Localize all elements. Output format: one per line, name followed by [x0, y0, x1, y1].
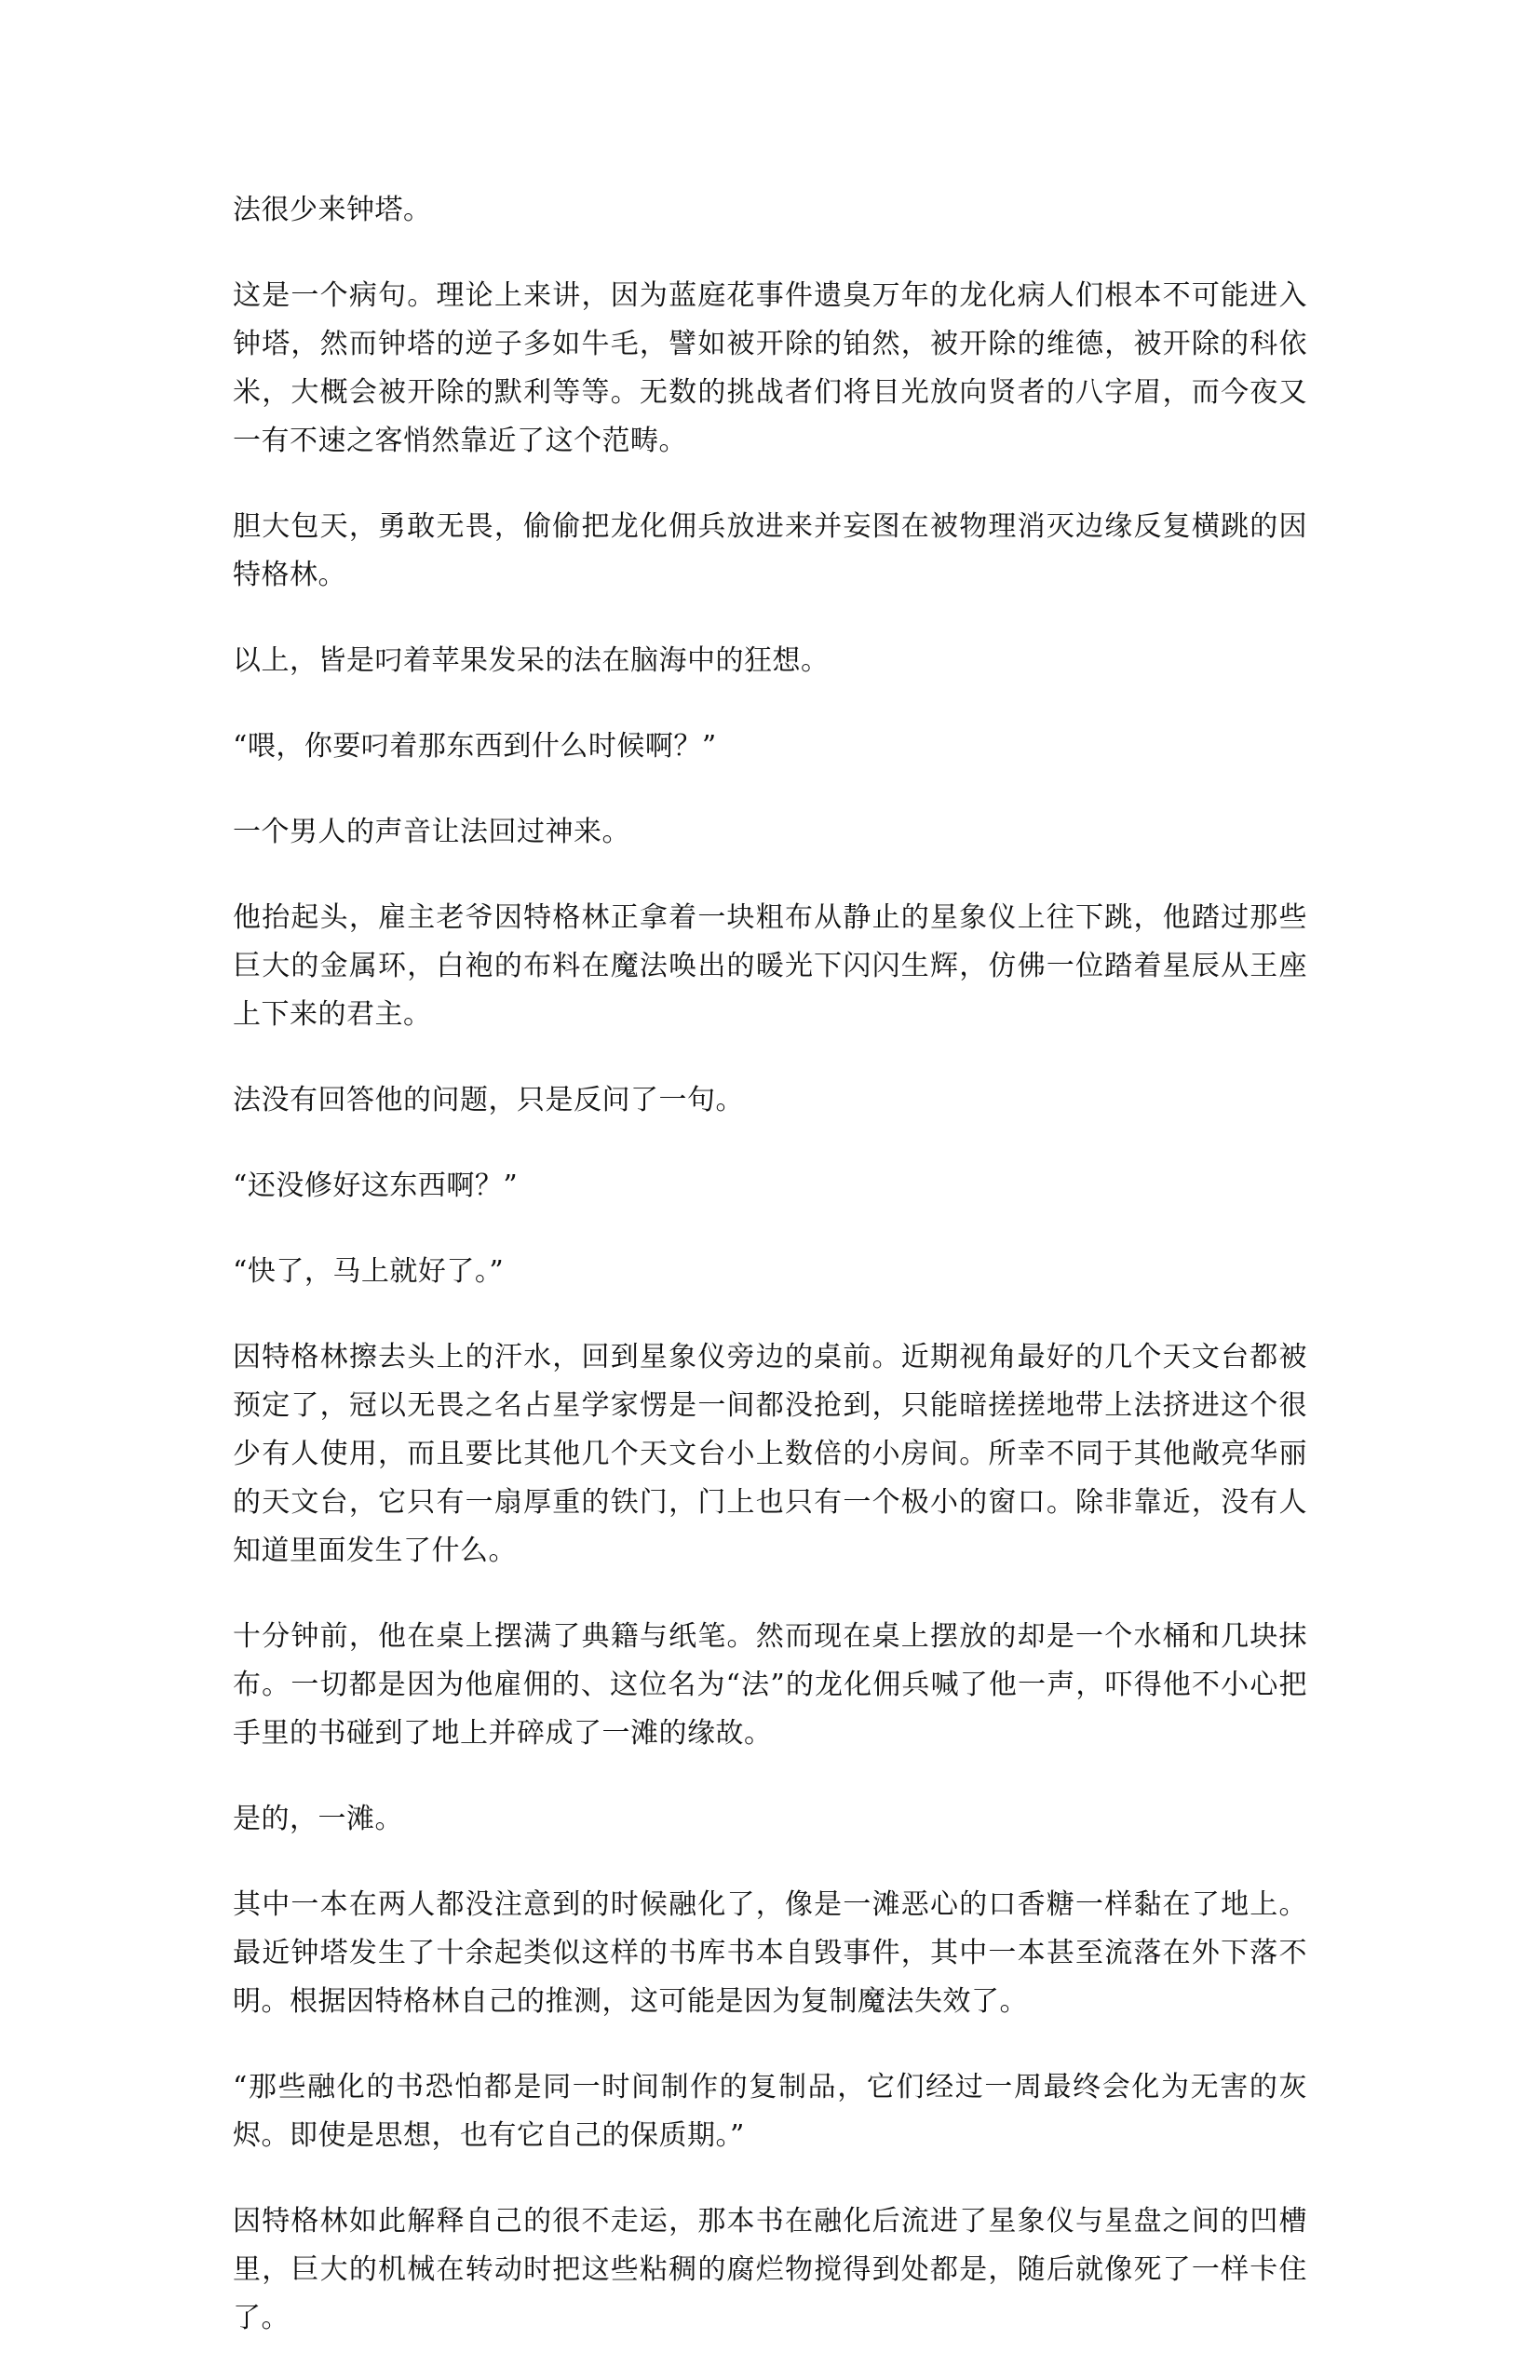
paragraph: 因特格林如此解释自己的很不走运，那本书在融化后流进了星象仪与星盘之间的凹槽里，巨大的机械在转动时把这些粘稠的腐烂物搅得到处都是，随后就像死了一样卡住了。	[233, 2205, 1307, 2334]
paragraph: 法没有回答他的问题，只是反问了一句。	[233, 1084, 744, 1116]
paragraph: “还没修好这东西啊？”	[233, 1170, 519, 1202]
paragraph: 十分钟前，他在桌上摆满了典籍与纸笔。然而现在桌上摆放的却是一个水桶和几块抹布。一切都是因为他雇佣的、这位名为“法”的龙化佣兵喊了他一声，吓得他不小心把手里的书碰到了地上并碎成了一滩的缘故。	[233, 1620, 1307, 1750]
paragraph: “快了，马上就好了。”	[233, 1255, 505, 1288]
paragraph: “那些融化的书恐怕都是同一时间制作的复制品，它们经过一周最终会化为无害的灰烬。即使是思想，也有它自己的保质期。”	[233, 2071, 1307, 2152]
document-page	[233, 186, 1307, 2380]
paragraph: “喂，你要叼着那东西到什么时候啊？”	[233, 730, 717, 763]
paragraph: 他抬起头，雇主老爷因特格林正拿着一块粗布从静止的星象仪上往下跳，他踏过那些巨大的金属环，白袍的布料在魔法唤出的暖光下闪闪生辉，仿佛一位踏着星辰从王座上下来的君主。	[233, 901, 1307, 1031]
paragraph: 这是一个病句。理论上来讲，因为蓝庭花事件遗臭万年的龙化病人们根本不可能进入钟塔，然而钟塔的逆子多如牛毛，譬如被开除的铂然，被开除的维德，被开除的科依米，大概会被开除的默利等等。无数的挑战者们将目光放向贤者的八字眉，而今夜又一有不速之客悄然靠近了这个范畴。	[233, 279, 1307, 457]
paragraph: 一个男人的声音让法回过神来。	[233, 816, 630, 848]
paragraph: 是的，一滩。	[233, 1803, 403, 1835]
paragraph: 其中一本在两人都没注意到的时候融化了，像是一滩恶心的口香糖一样黏在了地上。最近钟塔发生了十余起类似这样的书库书本自毁事件，其中一本甚至流落在外下落不明。根据因特格林自己的推测，这可能是因为复制魔法失效了。	[233, 1888, 1307, 2018]
paragraph: 以上，皆是叼着苹果发呆的法在脑海中的狂想。	[233, 644, 830, 677]
paragraph: 因特格林擦去头上的汗水，回到星象仪旁边的桌前。近期视角最好的几个天文台都被预定了，冠以无畏之名占星学家愣是一间都没抢到，只能暗搓搓地带上法挤进这个很少有人使用，而且要比其他几个天文台小上数倍的小房间。所幸不同于其他敞亮华丽的天文台，它只有一扇厚重的铁门，门上也只有一个极小的窗口。除非靠近，没有人知道里面发生了什么。	[233, 1341, 1307, 1567]
paragraph: 法很少来钟塔。	[233, 194, 432, 226]
paragraph: 胆大包天，勇敢无畏，偷偷把龙化佣兵放进来并妄图在被物理消灭边缘反复横跳的因特格林。	[233, 510, 1307, 591]
